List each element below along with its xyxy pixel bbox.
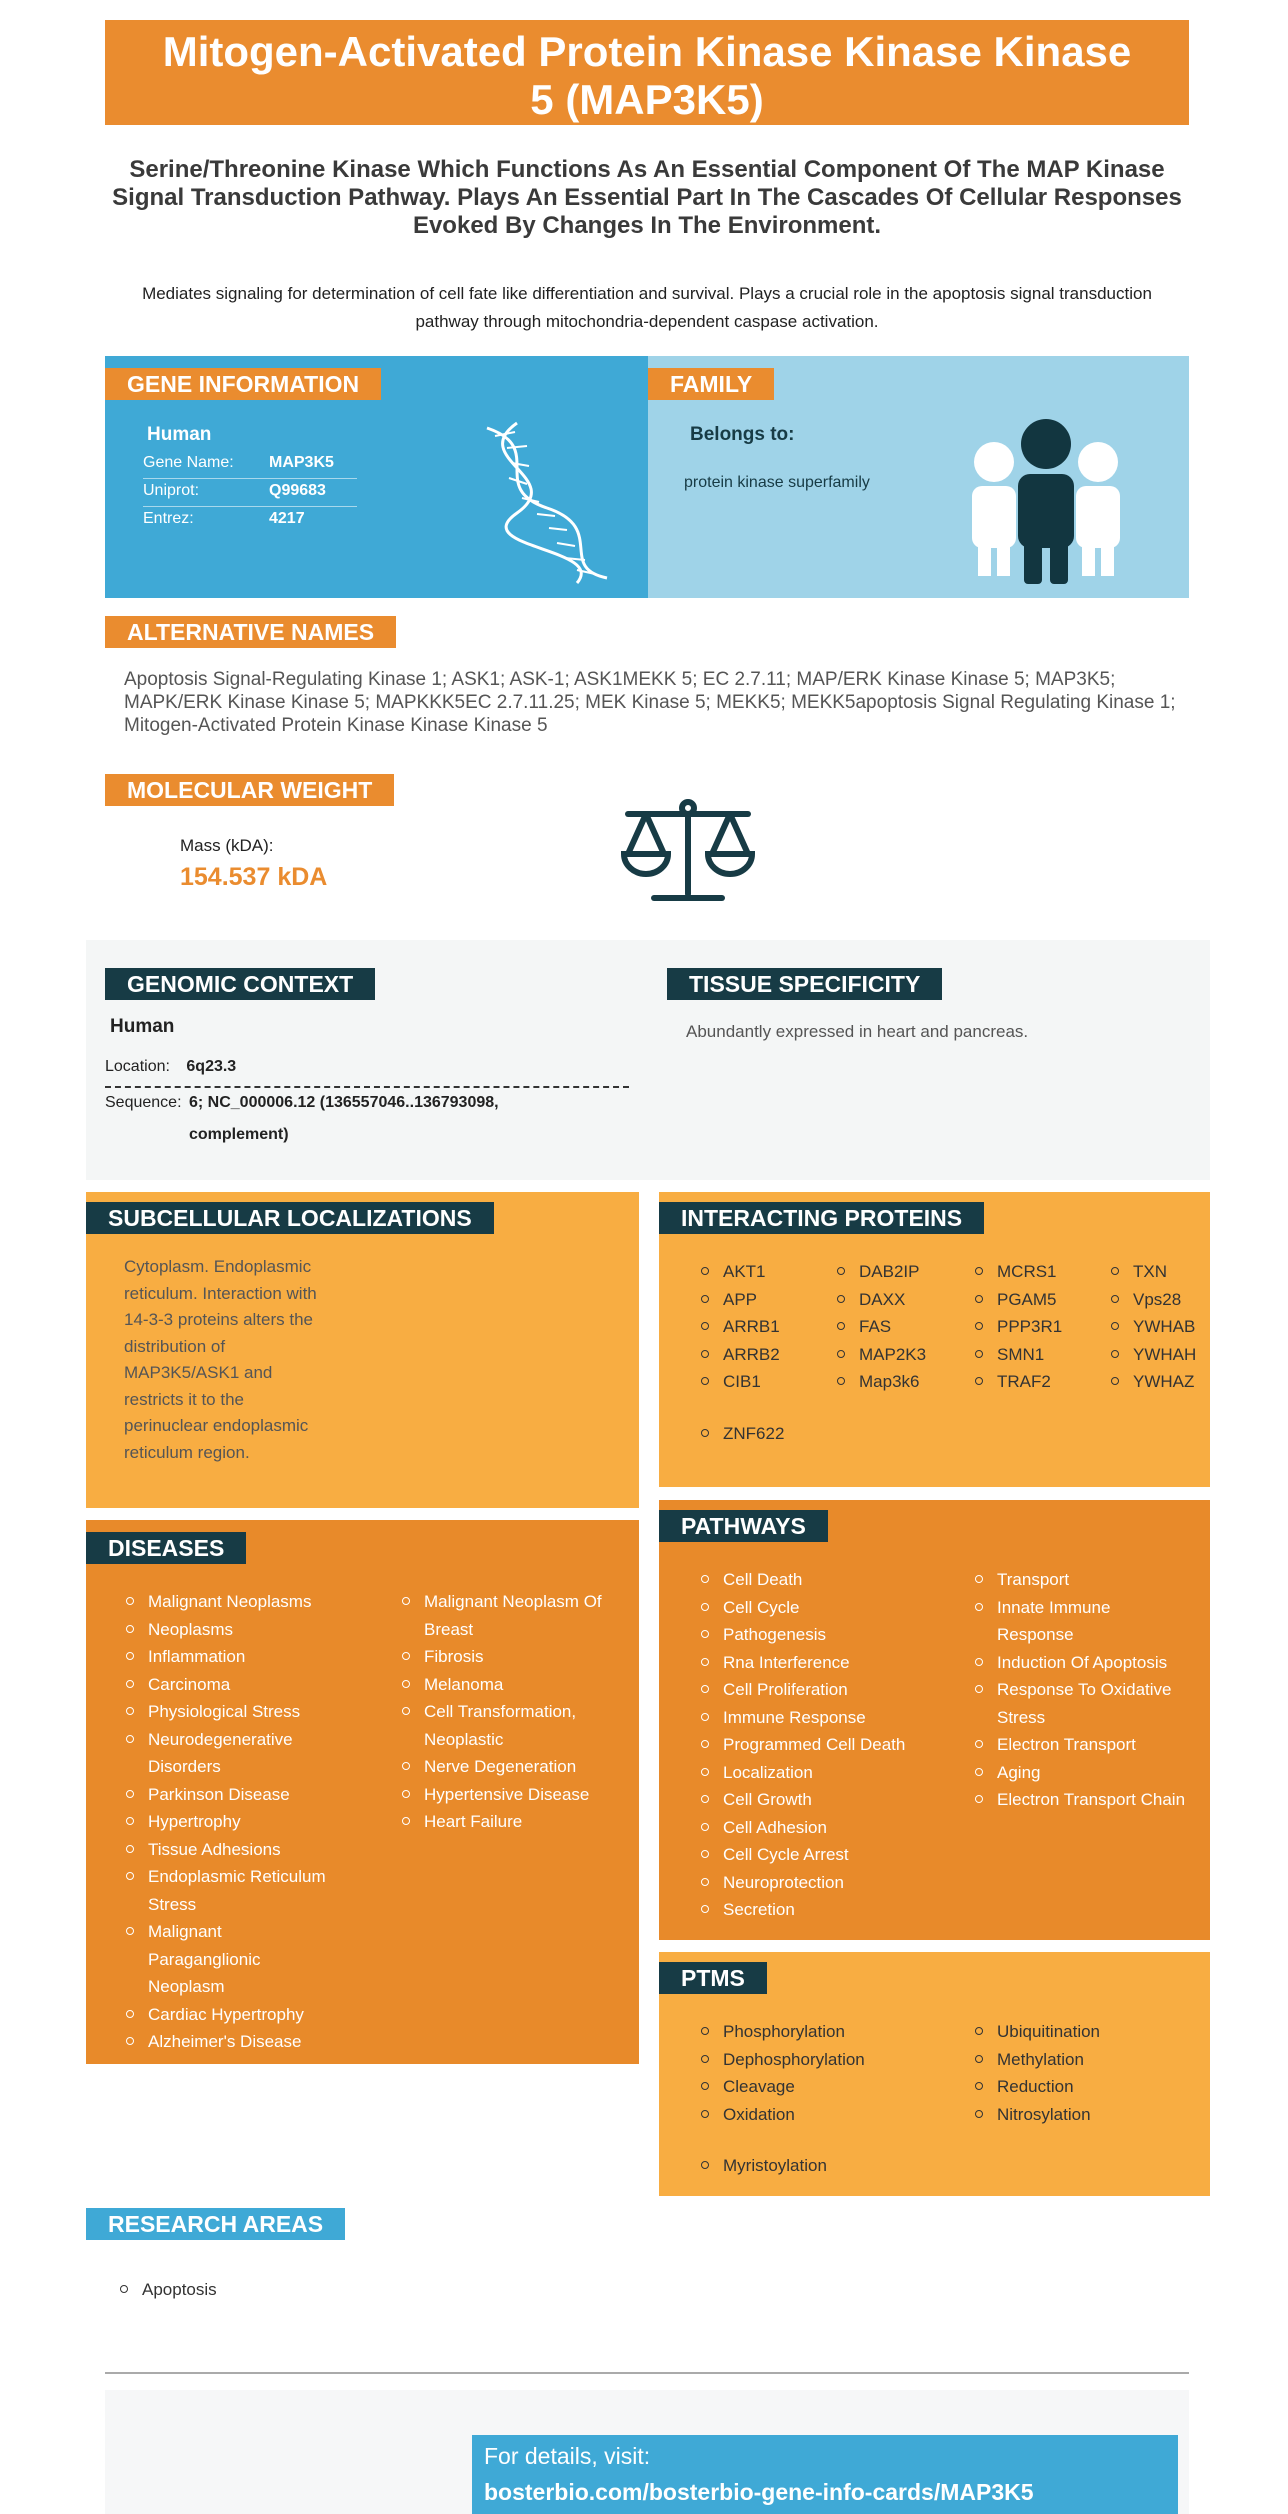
title-line-1: Mitogen-Activated Protein Kinase Kinase Kinase <box>162 28 1132 75</box>
dna-icon <box>467 418 617 588</box>
page-title <box>105 20 1189 125</box>
list-item: Hypertrophy <box>126 1808 366 1836</box>
list-item: Reduction <box>975 2073 1100 2101</box>
list-item: Methylation <box>975 2046 1100 2074</box>
entrez-key: Entrez: <box>143 510 194 527</box>
list-item: MCRS1 <box>975 1258 1062 1286</box>
footer-divider <box>105 2372 1189 2374</box>
genomic-context-heading: GENOMIC CONTEXT <box>105 968 375 1000</box>
research-areas-list <box>120 2276 217 2304</box>
list-item: AKT1 <box>701 1258 780 1286</box>
tissue-specificity-text: Abundantly expressed in heart and pancreas. <box>686 1022 1029 1041</box>
family-value: protein kinase superfamily <box>684 474 870 491</box>
list-item: YWHAZ <box>1111 1368 1196 1396</box>
list-item: Malignant Paraganglionic Neoplasm <box>126 1918 366 2001</box>
list-item: Cell Cycle <box>701 1594 971 1622</box>
subcellular-line: reticulum region. <box>124 1442 250 1462</box>
list-item: Secretion <box>701 1896 971 1924</box>
dashed-divider <box>105 1086 629 1088</box>
subcellular-line: reticulum. Interaction with <box>124 1283 317 1303</box>
page-description: Mediates signaling for determination of cell fate like differentiation and survival. Plays a crucial role in the apoptosis signal transduction pathway through mitochondria-dependent caspase activation. <box>142 284 1152 331</box>
subcellular-line: 14-3-3 proteins alters the <box>124 1310 313 1329</box>
gene-organism: Human <box>147 424 212 445</box>
subcellular-line: Cytoplasm. Endoplasmic <box>124 1257 312 1276</box>
subcellular-line: distribution of <box>124 1336 226 1356</box>
list-item: Physiological Stress <box>126 1698 366 1726</box>
subcellular-line: perinuclear endoplasmic <box>124 1416 309 1435</box>
gene-name-key: Gene Name: <box>143 454 234 471</box>
list-item: Cell Growth <box>701 1786 971 1814</box>
ptms-heading: PTMS <box>659 1962 767 1994</box>
subcellular-heading: SUBCELLULAR LOCALIZATIONS <box>86 1202 494 1234</box>
list-item: TXN <box>1111 1258 1196 1286</box>
list-item: YWHAB <box>1111 1313 1196 1341</box>
list-item: PGAM5 <box>975 1286 1062 1314</box>
ptms-section <box>659 1952 1210 2196</box>
details-box <box>472 2435 1178 2514</box>
list-item: MAP2K3 <box>837 1341 926 1369</box>
location-label: Location: <box>105 1058 170 1075</box>
genomic-organism: Human <box>110 1016 175 1037</box>
proteins-col-4 <box>1111 1258 1196 1396</box>
alternative-names-text: Apoptosis Signal-Regulating Kinase 1; ASK1; ASK-1; ASK1MEKK 5; EC 2.7.11; MAP/ERK Kinase Kinase 5; MAP3K5; MAPK/ERK Kinase Kinase 5; MAPKKK5EC 2.7.11.25; MEK Kinase 5; MEKK5; MEKK5apoptosis Signal Regulating Kinase 1; Mitogen-Activated Protein Kinase Kinase Kinase 5 <box>124 669 1176 736</box>
list-item: Transport <box>975 1566 1205 1594</box>
balance-scale-icon <box>618 798 758 910</box>
proteins-col-2 <box>837 1258 926 1396</box>
proteins-col-1 <box>701 1258 780 1396</box>
list-item: APP <box>701 1286 780 1314</box>
list-item: Vps28 <box>1111 1286 1196 1314</box>
list-item: Hypertensive Disease <box>402 1781 632 1809</box>
list-item: Inflammation <box>126 1643 366 1671</box>
list-item: ARRB2 <box>701 1341 780 1369</box>
sequence-line-1: 6; NC_000006.12 (136557046..136793098, <box>189 1094 499 1111</box>
family-heading: FAMILY <box>648 368 774 400</box>
diseases-section <box>86 1520 639 2064</box>
sequence-label: Sequence: <box>105 1094 182 1111</box>
list-item: Response To Oxidative Stress <box>975 1676 1205 1731</box>
list-item: Neuroprotection <box>701 1869 971 1897</box>
list-item: Neurodegenerative Disorders <box>126 1726 366 1781</box>
uniprot-key: Uniprot: <box>143 482 200 499</box>
subcellular-text <box>124 1254 317 1466</box>
list-item: Melanoma <box>402 1671 632 1699</box>
list-item: Heart Failure <box>402 1808 632 1836</box>
list-item: PPP3R1 <box>975 1313 1062 1341</box>
diseases-col-2 <box>402 1588 632 1836</box>
list-item: Ubiquitination <box>975 2018 1100 2046</box>
list-item: Phosphorylation <box>701 2018 865 2046</box>
interacting-proteins-section <box>659 1192 1210 1487</box>
molecular-weight-heading: MOLECULAR WEIGHT <box>105 774 394 806</box>
subcellular-line: MAP3K5/ASK1 and <box>124 1363 273 1382</box>
list-item: Parkinson Disease <box>126 1781 366 1809</box>
list-item: CIB1 <box>701 1368 780 1396</box>
list-item: Rna Interference <box>701 1649 971 1677</box>
list-item: Nitrosylation <box>975 2101 1100 2129</box>
location-value: 6q23.3 <box>186 1058 237 1075</box>
entrez-value: 4217 <box>269 510 305 527</box>
gene-information-section <box>105 356 648 598</box>
list-item: SMN1 <box>975 1341 1062 1369</box>
list-item: Malignant Neoplasm Of Breast <box>402 1588 632 1643</box>
list-item: Cell Death <box>701 1566 971 1594</box>
list-item: Tissue Adhesions <box>126 1836 366 1864</box>
gene-name-row <box>143 454 334 472</box>
details-link[interactable]: bosterbio.com/bosterbio-gene-info-cards/MAP3K5 <box>484 2479 1034 2505</box>
page-subtitle: Serine/Threonine Kinase Which Functions As An Essential Component Of The MAP Kinase Signal Transduction Pathway. Plays An Essential Part In The Cascades Of Cellular Responses Evoked By Changes In The Environment. <box>112 156 1182 239</box>
list-item: Malignant Neoplasms <box>126 1588 366 1616</box>
alternative-names-heading: ALTERNATIVE NAMES <box>105 616 396 648</box>
list-item: ZNF622 <box>701 1420 784 1448</box>
list-item: Cardiac Hypertrophy <box>126 2001 366 2029</box>
ptms-extra <box>701 2152 827 2180</box>
list-item: Innate Immune Response <box>975 1594 1205 1649</box>
sequence-line-2: complement) <box>189 1126 289 1143</box>
list-item: Pathogenesis <box>701 1621 971 1649</box>
list-item: Carcinoma <box>126 1671 366 1699</box>
uniprot-value: Q99683 <box>269 482 326 499</box>
proteins-col-3 <box>975 1258 1062 1396</box>
entrez-row <box>143 510 305 528</box>
diseases-heading: DISEASES <box>86 1532 246 1564</box>
list-item: FAS <box>837 1313 926 1341</box>
pathways-heading: PATHWAYS <box>659 1510 828 1542</box>
ptms-col-2 <box>975 2018 1100 2128</box>
list-item: Cell Transformation, Neoplastic <box>402 1698 632 1753</box>
ptms-col-1 <box>701 2018 865 2128</box>
list-item: Immune Response <box>701 1704 971 1732</box>
list-item: Cell Adhesion <box>701 1814 971 1842</box>
list-item: Oxidation <box>701 2101 865 2129</box>
uniprot-row <box>143 482 326 500</box>
list-item: Apoptosis <box>120 2276 217 2304</box>
family-section <box>648 356 1189 598</box>
mass-label: Mass (kDA): <box>180 836 274 855</box>
list-item: Electron Transport Chain <box>975 1786 1205 1814</box>
diseases-col-1 <box>126 1588 366 2056</box>
list-item: Endoplasmic Reticulum Stress <box>126 1863 366 1918</box>
details-label: For details, visit: <box>484 2443 651 2469</box>
list-item: Neoplasms <box>126 1616 366 1644</box>
list-item: Cleavage <box>701 2073 865 2101</box>
subcellular-section <box>86 1192 639 1508</box>
subcellular-line: restricts it to the <box>124 1389 244 1409</box>
gene-information-heading: GENE INFORMATION <box>105 368 381 400</box>
list-item: Nerve Degeneration <box>402 1753 632 1781</box>
mass-value: 154.537 kDA <box>180 863 328 891</box>
list-item: DAXX <box>837 1286 926 1314</box>
pathways-col-1 <box>701 1566 971 1924</box>
list-item: Fibrosis <box>402 1643 632 1671</box>
list-item: Alzheimer's Disease <box>126 2028 366 2056</box>
tissue-specificity-heading: TISSUE SPECIFICITY <box>667 968 942 1000</box>
people-group-icon <box>966 418 1126 588</box>
gene-name-value: MAP3K5 <box>269 454 334 471</box>
location-row <box>105 1058 236 1076</box>
pathways-col-2 <box>975 1566 1205 1814</box>
list-item: Cell Proliferation <box>701 1676 971 1704</box>
list-item: DAB2IP <box>837 1258 926 1286</box>
list-item: Cell Cycle Arrest <box>701 1841 971 1869</box>
interacting-proteins-heading: INTERACTING PROTEINS <box>659 1202 984 1234</box>
list-item: YWHAH <box>1111 1341 1196 1369</box>
list-item: Induction Of Apoptosis <box>975 1649 1205 1677</box>
list-item: Myristoylation <box>701 2152 827 2180</box>
list-item: Electron Transport <box>975 1731 1205 1759</box>
research-areas-heading: RESEARCH AREAS <box>86 2208 345 2240</box>
list-item: Map3k6 <box>837 1368 926 1396</box>
title-line-2: 5 (MAP3K5) <box>530 76 764 123</box>
list-item: Localization <box>701 1759 971 1787</box>
family-belongs-label: Belongs to: <box>690 424 795 445</box>
list-item: TRAF2 <box>975 1368 1062 1396</box>
list-item: Dephosphorylation <box>701 2046 865 2074</box>
pathways-section <box>659 1500 1210 1940</box>
list-item: Programmed Cell Death <box>701 1731 971 1759</box>
list-item: Aging <box>975 1759 1205 1787</box>
list-item: ARRB1 <box>701 1313 780 1341</box>
proteins-extra <box>701 1420 784 1448</box>
